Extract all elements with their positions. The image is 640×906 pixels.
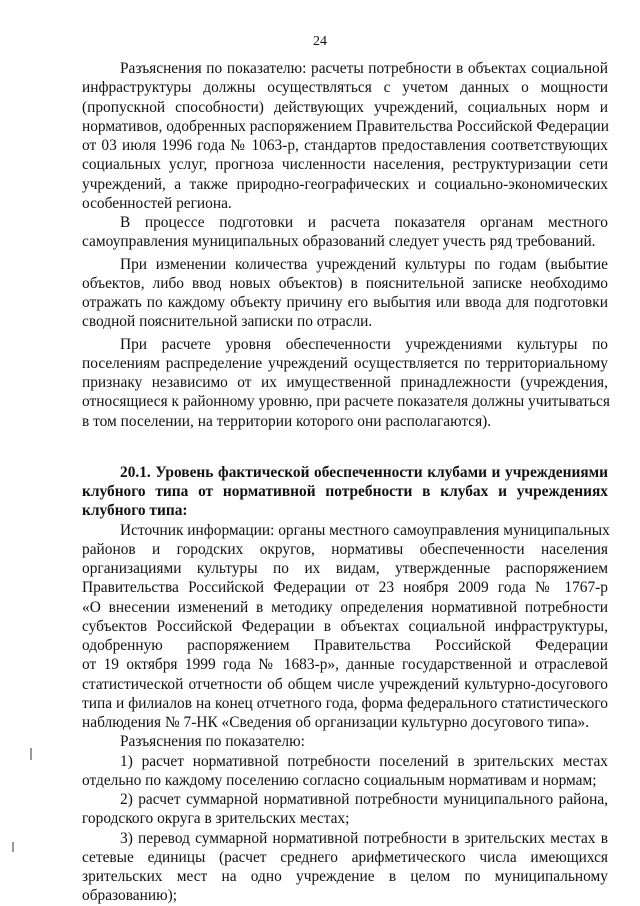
page-content	[82, 59, 608, 906]
text-line: нормативов, одобренных распоряжением Правительства Российской Федерации	[82, 117, 610, 135]
text-line: Разъяснения по показателю: расчеты потребности в объектах социальной	[120, 60, 608, 77]
text-line: наблюдения № 7-НК «Сведения об организации культурно досугового типа».	[82, 714, 590, 731]
text-line: 1) расчет нормативной потребности поселений в зрительских местах	[120, 752, 608, 770]
text-line: типа и филиалов на конец отчетного года, форма федерального статистического	[82, 694, 608, 712]
text-line: (пропускной способности) действующих учреждений, социальных норм и	[82, 98, 608, 116]
text-line: «О внесении изменений в методику определения нормативной потребности	[82, 598, 608, 616]
text-line: одобренную распоряжением Правительства Российской Федерации	[82, 637, 608, 654]
list-item-1	[82, 752, 608, 791]
paragraph-explanations-label	[82, 732, 608, 751]
text-line: самоуправления муниципальных образований следует учесть ряд требований.	[82, 233, 596, 251]
scan-artifact	[30, 748, 32, 760]
text-line: статистической отчетности об общем числе учреждений культурно-досугового	[82, 675, 608, 693]
text-line: образованию);	[82, 887, 178, 905]
text-line: в том поселении, на территории которого они располагаются).	[82, 412, 492, 430]
paragraph-calculation-requirements	[82, 213, 608, 252]
text-line: Правительства Российской Федерации от 23 ноября 2009 года № 1767-р	[82, 579, 608, 597]
text-line: зрительских мест на одно учреждение в целом по муниципальному	[82, 868, 608, 885]
text-line: сетевые единицы (расчет среднего арифметического числа имеющихся	[82, 848, 608, 866]
page-number: 24	[313, 34, 327, 49]
section-heading-20-1	[82, 463, 608, 521]
text-line: особенностей региона.	[82, 194, 232, 212]
paragraph-information-source	[82, 521, 608, 733]
text-line: от 19 октября 1999 года № 1683-р», данные государственной и отраслевой	[82, 656, 608, 674]
text-line: При расчете уровня обеспеченности учреждениями культуры по	[120, 335, 608, 353]
text-line: городского округа в зрительских местах;	[82, 810, 350, 828]
scan-artifact	[12, 842, 14, 852]
text-line: отдельно по каждому поселению согласно социальным нормативам и нормам;	[82, 771, 597, 789]
heading-line: клубного типа:	[82, 502, 188, 520]
text-line: организациями культуры по их видам, утвержденные распоряжением	[82, 560, 608, 577]
text-line: сводной пояснительной записки по отрасли.	[82, 313, 373, 331]
text-line: признаку независимо от их имущественной принадлежности (учреждения,	[82, 374, 608, 391]
list-item-3	[82, 829, 608, 906]
list-item-2	[82, 790, 608, 829]
paragraph-indicator-explanation	[82, 59, 608, 213]
text-line: социальных услуг, прогноза численности населения, реструктуризации сети	[82, 156, 608, 174]
heading-line: 20.1. Уровень фактической обеспеченности клубами и учреждениями	[120, 463, 608, 481]
text-line: 3) перевод суммарной нормативной потребности в зрительских местах в	[120, 829, 608, 847]
text-line: районов и городских округов, нормативы обеспеченности населения	[82, 540, 608, 558]
text-line: поселениям распределение учреждений осуществляется по территориальному	[82, 354, 608, 372]
text-line: 2) расчет суммарной нормативной потребности муниципального района,	[120, 791, 608, 808]
text-line: При изменении количества учреждений культуры по годам (выбытие	[120, 255, 608, 273]
paragraph-institution-changes	[82, 255, 608, 332]
text-line: Разъяснения по показателю:	[120, 733, 305, 751]
text-line: относящиеся к районному уровню, при расчете показателя должны учитываться	[82, 393, 610, 411]
text-line: В процессе подготовки и расчета показателя органам местного	[120, 214, 608, 231]
text-line: от 03 июля 1996 года № 1063-р, стандартов предоставления соответствующих	[82, 137, 608, 154]
heading-line: клубного типа от нормативной потребности в клубах и учреждениях	[82, 483, 608, 500]
text-line: объектов, либо ввод новых объектов) в пояснительной записке необходимо	[82, 274, 608, 292]
paragraph-territorial-distribution	[82, 335, 608, 431]
text-line: Источник информации: органы местного самоуправления муниципальных	[120, 521, 610, 539]
text-line: субъектов Российской Федерации в объектах социальной инфраструктуры,	[82, 617, 608, 635]
text-line: учреждений, а также природно-географических и социально-экономических	[82, 175, 608, 193]
text-line: отражать по каждому объекту причину его выбытия или ввода для подготовки	[82, 294, 608, 311]
text-line: инфраструктуры должны осуществляться с учетом данных о мощности	[82, 79, 608, 97]
